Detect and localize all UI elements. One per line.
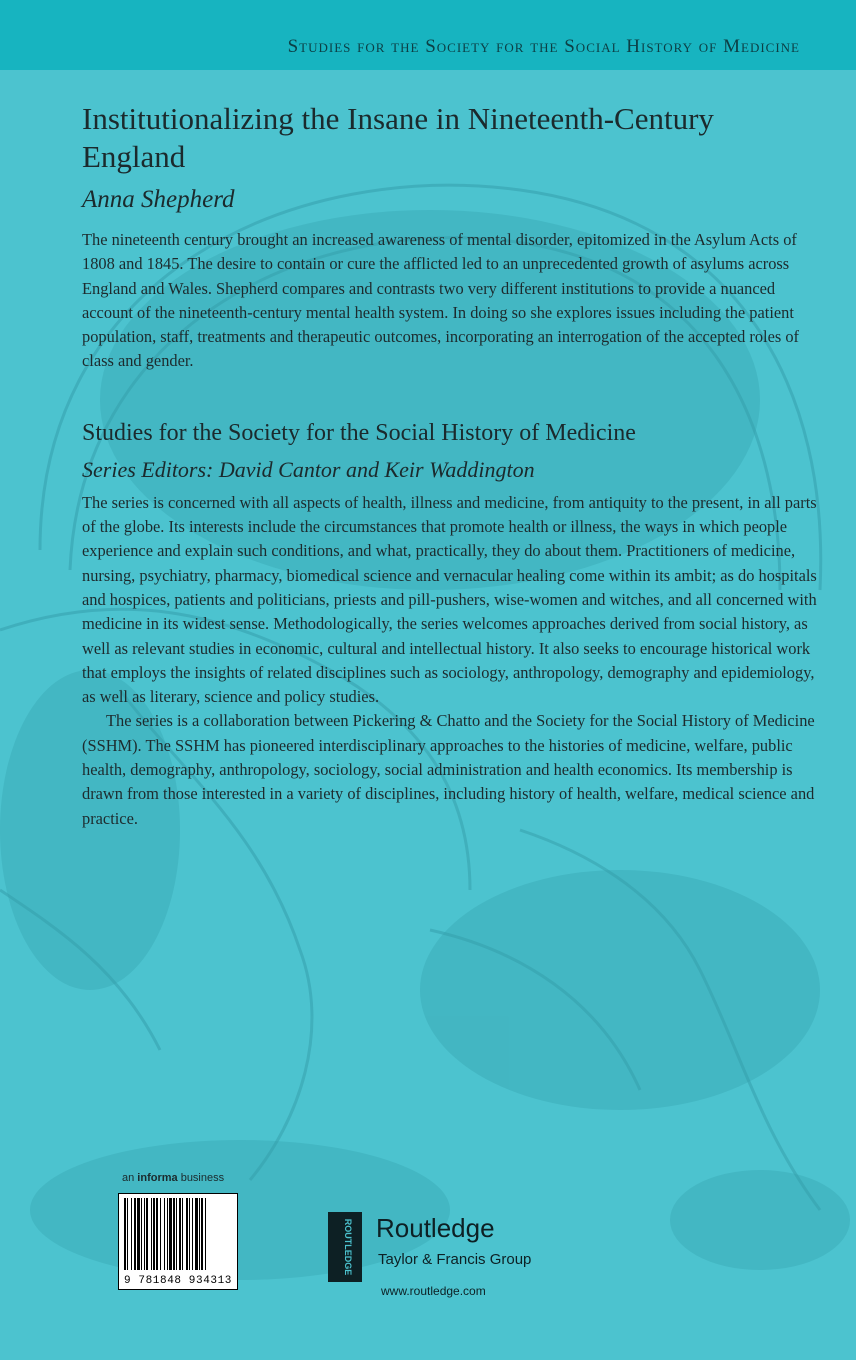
barcode-bar	[192, 1198, 193, 1270]
publisher-url[interactable]: www.routledge.com	[381, 1284, 486, 1298]
barcode-bar	[167, 1198, 168, 1270]
barcode-bar	[141, 1198, 142, 1270]
barcode-bar	[176, 1198, 177, 1270]
barcode-bar	[160, 1198, 161, 1270]
barcode-bar	[182, 1198, 183, 1270]
barcode-bar	[151, 1198, 152, 1270]
barcode-bar	[201, 1198, 203, 1270]
barcode-bar	[124, 1198, 126, 1270]
barcode-bar	[189, 1198, 190, 1270]
isbn-barcode	[118, 1193, 238, 1290]
series-banner-band	[0, 0, 856, 70]
barcode-bar	[173, 1198, 175, 1270]
publisher-name: Routledge	[376, 1213, 495, 1243]
barcode-bar	[179, 1198, 181, 1270]
barcode-bars	[122, 1198, 234, 1270]
routledge-logo-icon	[328, 1212, 362, 1282]
series-banner-text: Studies for the Society for the Social History of Medicine	[287, 36, 800, 57]
barcode-bar	[146, 1198, 148, 1270]
isbn-number: 9 781848 934313	[123, 1275, 233, 1287]
barcode-bar	[164, 1198, 165, 1270]
informa-business-tag: an informa business	[122, 1172, 225, 1184]
barcode-bar	[134, 1198, 136, 1270]
series-collaboration-paragraph: The series is a collaboration between Pickering & Chatto and the Society for the Social History of Medicine (SSHM). The SSHM has pioneered interdisciplinary approaches to the histories of medicine, welfare, public health, demography, anthropology, sociology, social administration and health economics. Its membership is drawn from those interested in a variety of disciplines, including history of health, welfare, medical science and practice.	[82, 711, 815, 828]
barcode-bar	[205, 1198, 206, 1270]
book-blurb: The nineteenth century brought an increased awareness of mental disorder, epitomized in the Asylum Acts of 1808 and 1845. The desire to contain or cure the afflicted led to an unprecedented growth of asylums across England and Wales. Shepherd compares and contrasts two very different institutions to provide a nuanced account of the nineteenth-century mental health system. In doing so she explores issues including the patient population, staff, treatments and therapeutic outcomes, incorporating an interrogation of the accepted roles of class and gender.	[82, 230, 799, 371]
book-author: Anna Shepherd	[82, 186, 235, 213]
barcode-bar	[127, 1198, 128, 1270]
barcode-bar	[199, 1198, 200, 1270]
publisher-group: Taylor & Francis Group	[378, 1251, 532, 1268]
barcode-bar	[186, 1198, 188, 1270]
barcode-bar	[169, 1198, 172, 1270]
barcode-bar	[195, 1198, 198, 1270]
barcode-bar	[153, 1198, 155, 1270]
barcode-bar	[144, 1198, 145, 1270]
series-title: Studies for the Society for the Social History of Medicine	[82, 419, 636, 446]
series-description-paragraph: The series is concerned with all aspects of health, illness and medicine, from antiquity to the present, in all parts of the globe. Its interests include the circumstances that promote health or illness, the ways in which people experience and explain such conditions, and what, practically, they do about them. Practitioners of medicine, nursing, psychiatry, pharmacy, biomedical science and vernacular healing come within its ambit; as do hospitals and hospices, patients and politicians, priests and pill-pushers, wise-women and witches, and all concerned with medicine in its widest sense. Methodologically, the series welcomes approaches derived from social history, as well as relevant studies in economic, cultural and intellectual history. It also seeks to encourage historical work that employs the insights of related disciplines such as sociology, anthropology, demography and epidemiology, as well as literary, science and policy studies.	[82, 492, 817, 707]
logo-vertical-text: ROUTLEDGE	[343, 1218, 353, 1276]
barcode-bar	[137, 1198, 140, 1270]
series-editors: Series Editors: David Cantor and Keir Waddington	[82, 456, 535, 482]
back-cover-content	[82, 100, 822, 831]
book-title: Institutionalizing the Insane in Nineteenth-Century England	[82, 101, 714, 174]
barcode-bar	[156, 1198, 158, 1270]
barcode-bar	[131, 1198, 132, 1270]
